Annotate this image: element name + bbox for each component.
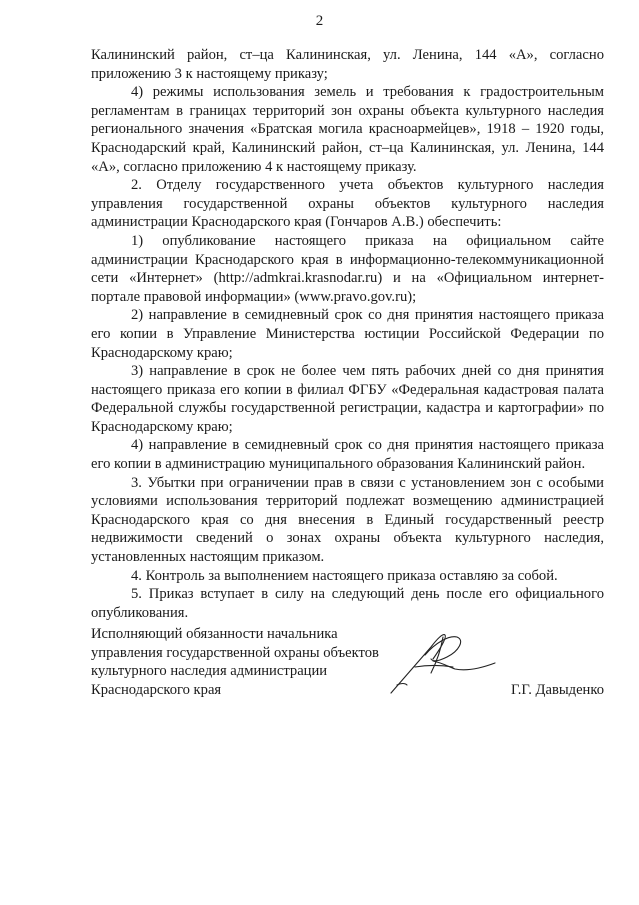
paragraph: 5. Приказ вступает в силу на следующий день после его официального опубликования. bbox=[91, 586, 604, 621]
paragraph: 2. Отделу государственного учета объектов культурного наследия управления государственной охраны объектов культурного наследия администрации Краснодарского края (Гончаров А.В.) обеспечить: bbox=[91, 177, 604, 231]
signatory-name: Г.Г. Давыденко bbox=[510, 682, 604, 698]
paragraph: 2) направление в семидневный срок со дня принятия настоящего приказа его копии в Управление Министерства юстиции Российской Федерации по Краснодарскому краю; bbox=[91, 307, 604, 361]
position-line: Краснодарского края bbox=[91, 681, 222, 698]
position-line: Исполняющий обязанности начальника bbox=[91, 626, 338, 642]
paragraph: 1) опубликование настоящего приказа на официальном сайте администрации Краснодарского края в информационно-телекоммуникационной сети «Интернет» (http://admkrai.krasnodar.ru) и на «Официальном интернет-портале правовой информации» (www.pravo.gov.ru); bbox=[91, 232, 604, 305]
document-body bbox=[91, 46, 604, 622]
page-number: 2 bbox=[315, 13, 324, 29]
paragraph: 4) режимы использования земель и требования к градостроительным регламентам в границах территорий зон охраны объекта культурного наследия регионального значения «Братская могила красноармейцев», 1918 – 1920 годы, Краснодарский край, Калининский район, ст–ца Калининская, ул. Ленина, 144 «А», согласно приложению 4 к настоящему приказу. bbox=[91, 84, 604, 175]
paragraph: 3) направление в срок не более чем пять рабочих дней со дня принятия настоящего приказа его копии в филиал ФГБУ «Федеральная кадастровая палата Федеральной службы государственной регистрации, кадастра и картографии» по Краснодарскому краю; bbox=[91, 363, 604, 435]
signatory-position bbox=[91, 625, 379, 699]
paragraph: Калининский район, ст–ца Калининская, ул. Ленина, 144 «А», согласно приложению 3 к настоящему приказу; bbox=[91, 47, 604, 82]
paragraph: 3. Убытки при ограничении прав в связи с установлением зон с особыми условиями использования территорий подлежат возмещению администрацией Краснодарского края со дня внесения в Единый государственный реестр недвижимости сведений о зонах охраны объекта культурного наследия, установленных настоящим приказом. bbox=[91, 474, 604, 566]
position-line: управления государственной охраны объектов bbox=[91, 644, 379, 661]
paragraph: 4. Контроль за выполнением настоящего приказа оставляю за собой. bbox=[131, 567, 558, 584]
position-line: культурного наследия администрации bbox=[91, 663, 328, 680]
paragraph: 4) направление в семидневный срок со дня принятия настоящего приказа его копии в администрацию муниципального образования Калининский район. bbox=[91, 437, 604, 473]
